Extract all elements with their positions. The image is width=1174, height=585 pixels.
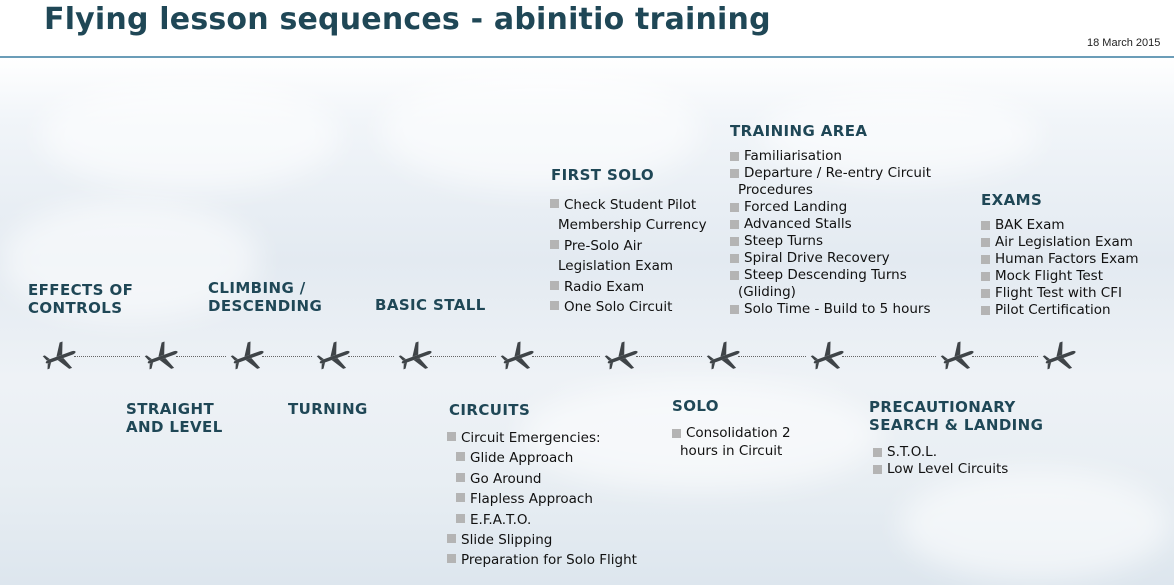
date-label: 18 March 2015	[1087, 37, 1161, 49]
list-item: Human Factors Exam	[981, 251, 1139, 268]
timeline	[0, 340, 1174, 375]
airplane-icon	[940, 340, 975, 375]
list-item-text: Familiarisation	[744, 148, 842, 164]
timeline-connector	[430, 356, 496, 357]
stage-label-line: EXAMS	[981, 191, 1043, 209]
list-item: Pilot Certification	[981, 302, 1139, 319]
list-item-text: Steep Descending Turns	[744, 267, 907, 283]
list-item-text: One Solo Circuit	[564, 299, 673, 316]
list-item-text: Legislation Exam	[558, 258, 674, 275]
stage-turning	[288, 400, 368, 418]
list-item	[730, 267, 931, 301]
stage-label-line: STRAIGHT	[126, 400, 215, 418]
timeline-connector	[842, 356, 936, 357]
stage-label-line: EFFECTS OF	[28, 281, 134, 299]
list-item	[730, 199, 931, 216]
exams-list	[981, 217, 1139, 319]
list-item-text: Check Student Pilot	[564, 197, 697, 213]
list-item	[550, 236, 707, 277]
list-item	[730, 301, 931, 318]
airplane-icon	[810, 340, 845, 375]
list-item: Glide Approach	[447, 448, 637, 468]
list-item	[730, 216, 931, 233]
stage-label-line: TRAINING AREA	[730, 122, 868, 140]
list-item-text: Solo Time - Build to 5 hours	[744, 301, 931, 317]
stage-circuits-heading	[449, 401, 530, 419]
list-item-text: Pre-Solo Air	[564, 237, 643, 254]
airplane-icon	[1042, 340, 1077, 375]
list-item	[672, 425, 791, 460]
list-item	[730, 148, 931, 165]
list-item-text: Spiral Drive Recovery	[744, 250, 890, 266]
list-item-text: Advanced Stalls	[744, 216, 852, 232]
stage-precautionary-heading	[869, 398, 1043, 434]
circuits-list	[447, 428, 637, 571]
list-item	[730, 233, 931, 250]
list-item: E.F.A.T.O.	[447, 510, 637, 530]
list-item: Flapless Approach	[447, 489, 637, 509]
stage-label-line: CIRCUITS	[449, 401, 531, 419]
stage-label-line: TURNING	[288, 400, 368, 418]
list-item: S.T.O.L.	[873, 444, 1008, 461]
airplane-icon	[398, 340, 433, 375]
stage-solo-heading	[672, 397, 719, 415]
stage-label-line: AND LEVEL	[126, 418, 223, 436]
list-item	[550, 195, 707, 236]
list-item-text: Consolidation 2	[686, 425, 791, 441]
stage-label-line: SOLO	[672, 397, 719, 415]
list-item	[550, 297, 707, 317]
stage-label-line: DESCENDING	[208, 297, 323, 315]
stage-label-line: CONTROLS	[28, 299, 123, 317]
stage-climbing-descending	[208, 279, 322, 315]
stage-exams-heading	[981, 191, 1042, 209]
list-item: BAK Exam	[981, 217, 1139, 234]
timeline-connector	[532, 356, 600, 357]
timeline-connector	[972, 356, 1038, 357]
airplane-icon	[144, 340, 179, 375]
stage-straight-and-level	[126, 400, 223, 436]
list-item-text: Forced Landing	[744, 199, 848, 215]
timeline-connector	[348, 356, 394, 357]
stage-label-line: SEARCH & LANDING	[869, 416, 1044, 434]
list-item: Go Around	[447, 469, 637, 489]
airplane-icon	[42, 340, 77, 375]
list-item-text: Radio Exam	[564, 278, 645, 295]
training-area-list	[730, 148, 931, 318]
timeline-connector	[738, 356, 806, 357]
list-item	[550, 277, 707, 297]
list-item: Circuit Emergencies:	[447, 428, 637, 448]
airplane-icon	[604, 340, 639, 375]
stage-first-solo-heading	[551, 166, 654, 184]
timeline-connector	[262, 356, 312, 357]
list-item	[730, 165, 931, 199]
stage-label-line: FIRST SOLO	[551, 166, 654, 184]
stage-training-area-heading	[730, 122, 867, 140]
stage-basic-stall	[375, 296, 486, 314]
stage-label-line: PRECAUTIONARY	[869, 398, 1016, 416]
list-item: Mock Flight Test	[981, 268, 1139, 285]
list-item: Flight Test with CFI	[981, 285, 1139, 302]
precautionary-list	[873, 444, 1008, 478]
first-solo-list	[550, 195, 707, 317]
solo-list	[672, 425, 791, 460]
list-item-text: Procedures	[738, 182, 813, 198]
list-item-text: Departure / Re-entry Circuit	[744, 165, 932, 181]
page-title: Flying lesson sequences - abinitio training	[44, 2, 771, 37]
list-item-text: Steep Turns	[744, 233, 823, 249]
airplane-icon	[230, 340, 265, 375]
header-divider	[0, 56, 1174, 58]
list-item-text: hours in Circuit	[680, 442, 783, 459]
stage-effects-of-controls	[28, 281, 133, 317]
list-item	[730, 250, 931, 267]
list-item: Low Level Circuits	[873, 461, 1008, 478]
stage-label-line: CLIMBING /	[208, 279, 306, 297]
airplane-icon	[500, 340, 535, 375]
airplane-icon	[316, 340, 351, 375]
list-item-text: Membership Currency	[558, 217, 707, 234]
list-item-text: (Gliding)	[738, 284, 796, 300]
timeline-connector	[636, 356, 702, 357]
airplane-icon	[706, 340, 741, 375]
stage-label-line: BASIC STALL	[375, 296, 486, 314]
timeline-connector	[74, 356, 140, 357]
list-item: Preparation for Solo Flight	[447, 550, 637, 570]
timeline-connector	[176, 356, 226, 357]
list-item: Slide Slipping	[447, 530, 637, 550]
list-item: Air Legislation Exam	[981, 234, 1139, 251]
